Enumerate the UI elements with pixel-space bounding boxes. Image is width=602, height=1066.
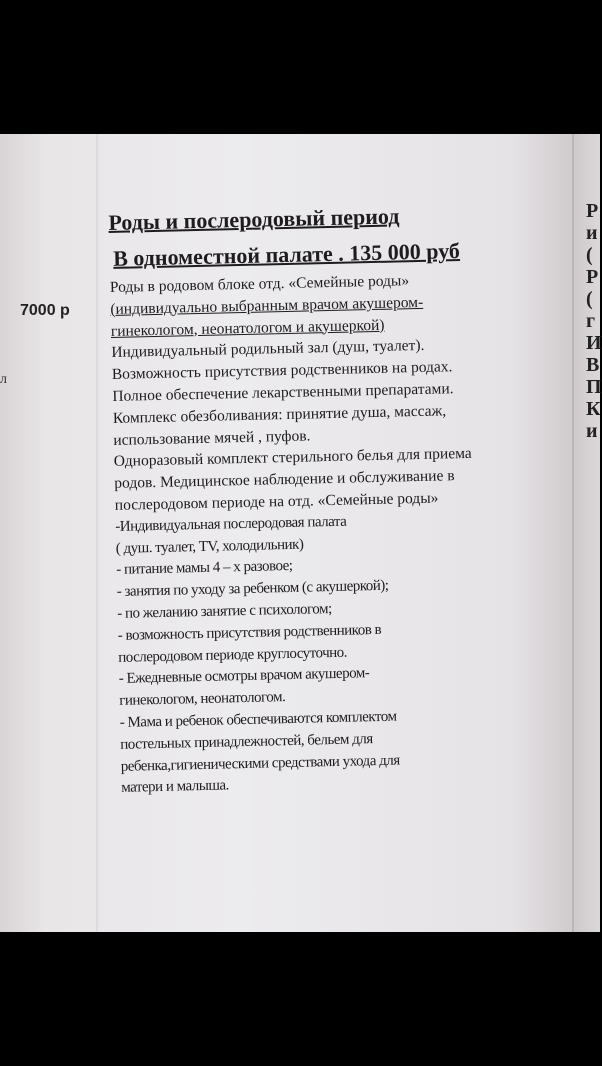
fragment-letter: ( <box>586 288 593 310</box>
fragment-letter: ( <box>586 244 593 266</box>
heading-line-2: В одноместной палате . 135 000 руб <box>112 238 461 271</box>
fragment-letter: И <box>586 332 602 354</box>
fragment-letter: П <box>586 376 602 398</box>
body-line: Комплекс обезболивания: принятие душа, массаж, <box>112 402 447 427</box>
fragment-letter: К <box>586 398 601 420</box>
body-line: постельных принадлежностей, бельем для <box>120 730 373 753</box>
body-line: - Ежедневные осмотры врачом акушером- <box>118 665 370 688</box>
body-line: -Индивидуальная послеродовая палата <box>115 513 347 535</box>
body-line: ( душ. туалет, TV, холодильник) <box>115 536 304 557</box>
body-line: гинекологом, неонатологом. <box>119 689 286 710</box>
body-line: гинекологом, неонатологом и акушеркой) <box>110 316 385 340</box>
body-line: родов. Медицинское наблюдение и обслуживание в <box>114 467 455 493</box>
fragment-letter: Р <box>586 200 599 222</box>
body-line: - возможность присутствия родственников в <box>117 621 382 644</box>
fragment-letter: и <box>586 222 598 244</box>
heading-line-1: Роды и послеродовый период <box>108 203 400 235</box>
fragment-letter: Р <box>586 266 599 288</box>
body-line: матери и малыша. <box>121 777 230 797</box>
side-price: 7000 р <box>20 302 70 319</box>
body-line: - занятия по уходу за ребенком (с акушеркой); <box>116 577 389 601</box>
body-line: Возможность присутствия родственников на родах. <box>111 358 453 384</box>
body-line: послеродовом периоде на отд. «Семейные роды» <box>114 489 439 514</box>
service-description <box>108 195 581 800</box>
side-mark: л <box>0 372 7 387</box>
body-text <box>110 267 582 800</box>
body-line: (индивидуально выбранным врачом акушером- <box>110 293 424 318</box>
fragment-letter: и <box>586 420 598 442</box>
body-line: Одноразовый комплект стерильного белья для приема <box>113 445 472 471</box>
body-line: послеродовом периоде круглосуточно. <box>118 644 348 666</box>
fragment-letter: г <box>586 310 596 332</box>
body-line: Роды в родовом блоке отд. «Семейные роды» <box>109 272 410 296</box>
next-column-fragment <box>586 200 602 442</box>
body-line: Полное обеспечение лекарственными препаратами. <box>112 380 454 405</box>
body-line: - по желанию занятие с психологом; <box>117 600 332 622</box>
body-line: Индивидуальный родильный зал (душ, туалет). <box>111 337 425 362</box>
fold-line <box>96 134 98 932</box>
body-line: - питание мамы 4 – х разовое; <box>116 558 293 579</box>
body-line: ребенка,гигиеническими средствами ухода для <box>120 752 400 775</box>
body-line: использование мячей , пуфов. <box>113 427 311 449</box>
fragment-letter: В <box>586 354 600 376</box>
body-line: - Мама и ребенок обеспечиваются комплектом <box>119 708 397 731</box>
